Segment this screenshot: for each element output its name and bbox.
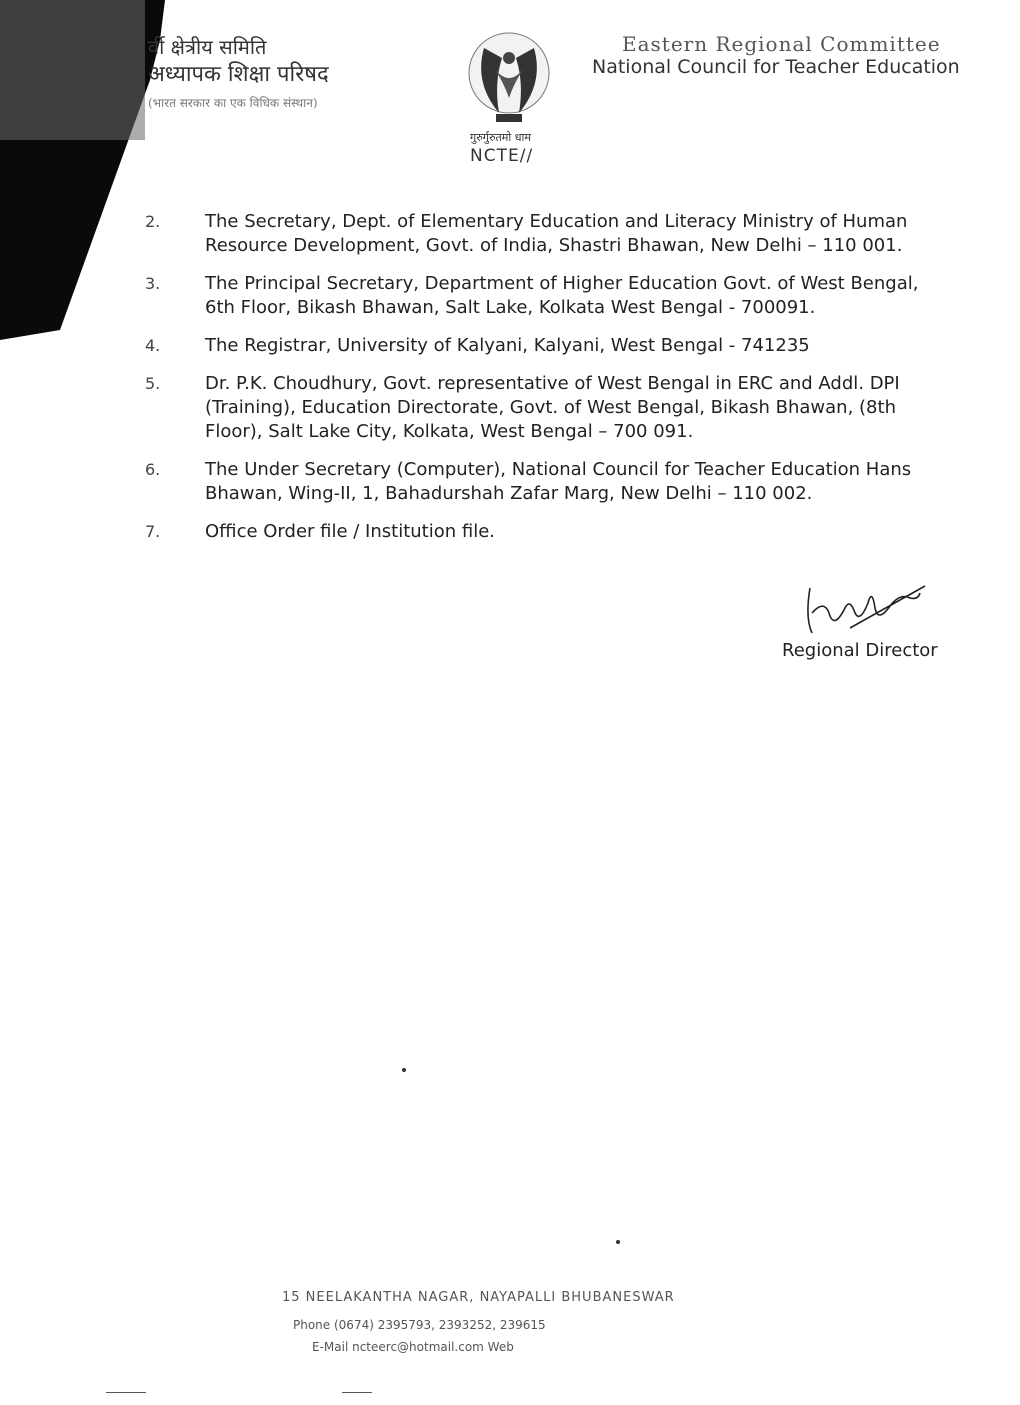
signatory-designation: Regional Director — [782, 640, 938, 661]
copy-to-list — [145, 210, 945, 558]
item-text: The Secretary, Dept. of Elementary Education and Literacy Ministry of Human Resource Development, Govt. of India, Shastri Bhawan, New Delhi – 110 001. — [205, 211, 908, 256]
scan-speck — [402, 1068, 406, 1072]
footer-address: 15 NEELAKANTHA NAGAR, NAYAPALLI BHUBANESWAR — [282, 1290, 675, 1305]
item-number: 3. — [145, 274, 161, 293]
list-item — [145, 520, 945, 544]
hindi-committee-name: र्वी क्षेत्रीय समिति — [148, 35, 267, 59]
scan-line-artifact — [342, 1392, 372, 1393]
item-text: The Principal Secretary, Department of Higher Education Govt. of West Bengal, 6th Floor, Bikash Bhawan, Salt Lake, Kolkata West Bengal - 700091. — [205, 273, 919, 318]
item-text: Dr. P.K. Choudhury, Govt. representative of West Bengal in ERC and Addl. DPI (Training), Education Directorate, Govt. of West Bengal, Bikash Bhawan, (8th Floor), Salt Lake City, Kolkata, West Bengal – 700 091. — [205, 373, 900, 442]
list-item — [145, 272, 945, 320]
item-text: The Under Secretary (Computer), National Council for Teacher Education Hans Bhawan, Wing-II, 1, Bahadurshah Zafar Marg, New Delhi – 110 002. — [205, 459, 912, 504]
item-text: Office Order file / Institution file. — [205, 521, 496, 542]
hindi-council-name: अध्यापक शिक्षा परिषद — [148, 62, 329, 87]
footer-phone: Phone (0674) 2395793, 2393252, 239615 — [293, 1318, 546, 1332]
list-item — [145, 372, 945, 444]
hindi-subtitle: (भारत सरकार का एक विधिक संस्थान) — [148, 96, 318, 110]
list-item — [145, 334, 945, 358]
handwritten-signature — [790, 578, 930, 638]
footer-email: E-Mail ncteerc@hotmail.com Web — [312, 1340, 514, 1354]
item-number: 5. — [145, 374, 161, 393]
scan-speck — [616, 1240, 620, 1244]
list-item — [145, 458, 945, 506]
item-number: 7. — [145, 522, 161, 541]
list-item — [145, 210, 945, 258]
emblem-motto: गुरुर्गुरुतमो धाम — [470, 131, 531, 144]
item-number: 2. — [145, 212, 161, 231]
english-council-name: National Council for Teacher Education — [592, 56, 960, 78]
item-number: 4. — [145, 336, 161, 355]
scan-line-artifact — [106, 1392, 146, 1393]
item-text: The Registrar, University of Kalyani, Kalyani, West Bengal - 741235 — [205, 335, 810, 356]
item-number: 6. — [145, 460, 161, 479]
reference-number: NCTE// — [470, 146, 534, 166]
english-committee-name: Eastern Regional Committee — [622, 32, 941, 56]
ncte-emblem-logo — [464, 28, 554, 128]
